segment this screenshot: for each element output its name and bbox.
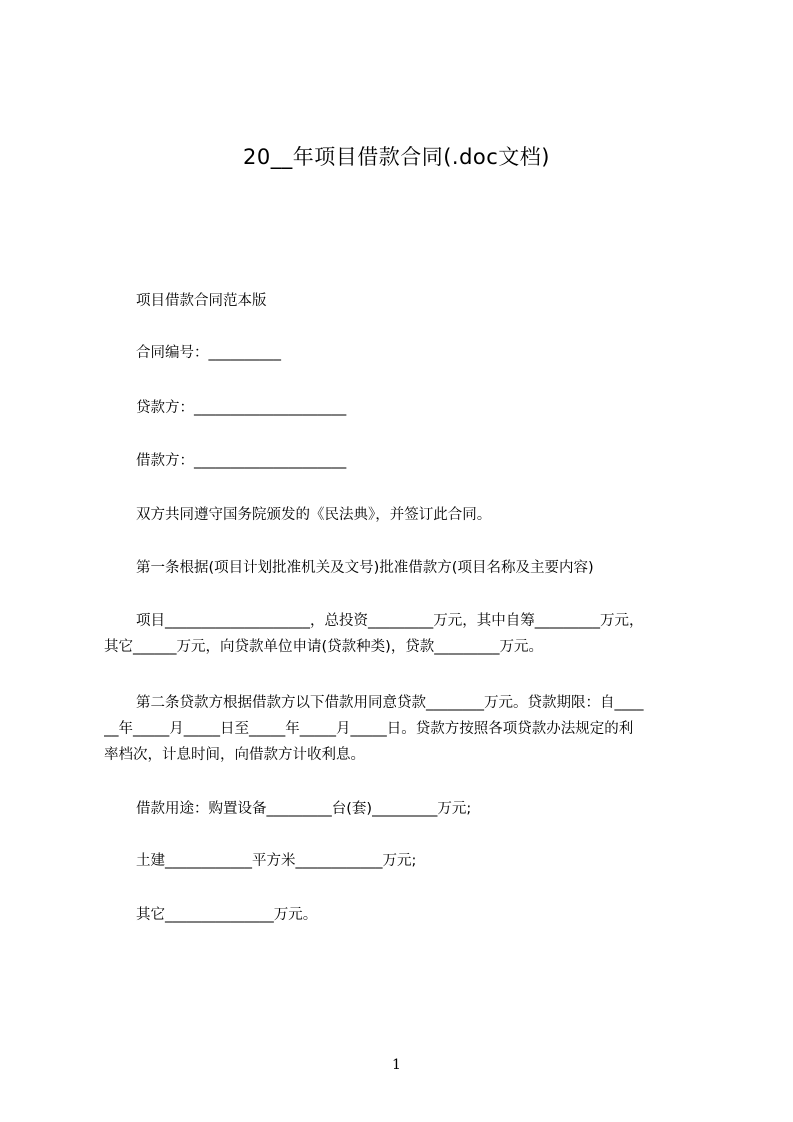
article-two-paragraph [104, 690, 701, 768]
article-one-paragraph: 第一条根据(项目计划批准机关及文号)批准借款方(项目名称及主要内容) [136, 560, 594, 576]
lender-line: 贷款方：_____________________ [136, 400, 347, 416]
document-title: 20__年项目借款合同(.doc文档) [242, 145, 550, 169]
page-number: 1 [392, 1057, 401, 1073]
project-investment-line-2: 其它______万元，向贷款单位申请(贷款种类)，贷款_________万元。 [104, 639, 544, 655]
borrower-line: 借款方：_____________________ [136, 453, 347, 469]
other-cost-line: 其它_______________万元。 [136, 907, 318, 923]
article-two-line-2: __年_____月_____日至_____年_____月_____日。贷款方按照各项贷款办法规定的利 [104, 721, 634, 737]
project-investment-line-1: 项目____________________，总投资_________万元，其中自筹_________万元， [136, 613, 644, 629]
contract-number-line: 合同编号：__________ [136, 345, 281, 361]
construction-line: 土建____________平方米____________万元; [136, 853, 417, 869]
project-investment-paragraph [104, 608, 701, 660]
preamble-paragraph: 双方共同遵守国务院颁发的《民法典》，并签订此合同。 [136, 507, 492, 523]
template-label: 项目借款合同范本版 [136, 293, 267, 309]
loan-usage-line: 借款用途：购置设备_________台(套)_________万元; [136, 801, 472, 817]
article-two-line-3: 率档次，计息时间，向借款方计收利息。 [104, 747, 365, 763]
article-two-line-1: 第二条贷款方根据借款方以下借款用同意贷款________万元。贷款期限：自____ [136, 695, 644, 711]
